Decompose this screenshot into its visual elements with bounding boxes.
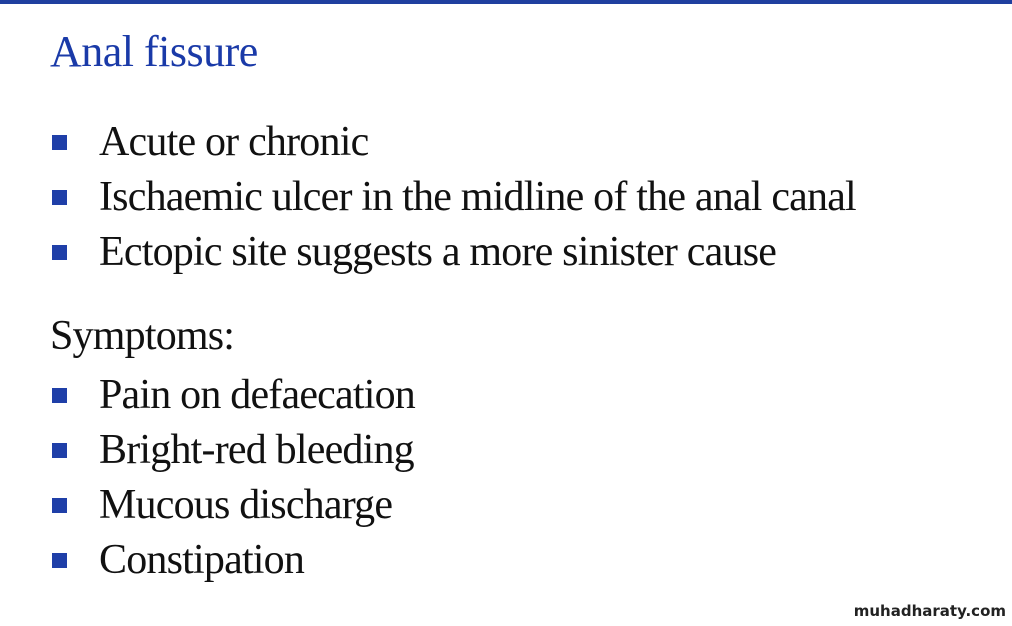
- square-bullet-icon: [52, 135, 67, 150]
- list-item-text: Ectopic site suggests a more sinister cause: [99, 228, 777, 275]
- square-bullet-icon: [52, 245, 67, 260]
- square-bullet-icon: [52, 553, 67, 568]
- list-item-text: Constipation: [99, 536, 305, 583]
- list-item-text: Bright-red bleeding: [99, 426, 414, 473]
- slide-title: Anal fissure: [50, 27, 258, 76]
- list-item: [52, 422, 415, 477]
- list-item-text: Pain on defaecation: [99, 371, 416, 418]
- square-bullet-icon: [52, 498, 67, 513]
- list-item: [52, 114, 856, 169]
- symptoms-list: [52, 367, 415, 587]
- site-watermark: muhadharaty.com: [853, 602, 1006, 620]
- square-bullet-icon: [52, 443, 67, 458]
- key-points-list: [52, 114, 856, 279]
- list-item-text: Acute or chronic: [99, 118, 369, 165]
- list-item: [52, 224, 856, 279]
- list-item-text: Mucous discharge: [99, 481, 393, 528]
- list-item: [52, 169, 856, 224]
- list-item: [52, 532, 415, 587]
- symptoms-heading: Symptoms:: [50, 313, 235, 359]
- list-item: [52, 367, 415, 422]
- list-item-text: Ischaemic ulcer in the midline of the anal canal: [99, 173, 856, 220]
- square-bullet-icon: [52, 190, 67, 205]
- list-item: [52, 477, 415, 532]
- top-border-line: [0, 0, 1012, 4]
- square-bullet-icon: [52, 388, 67, 403]
